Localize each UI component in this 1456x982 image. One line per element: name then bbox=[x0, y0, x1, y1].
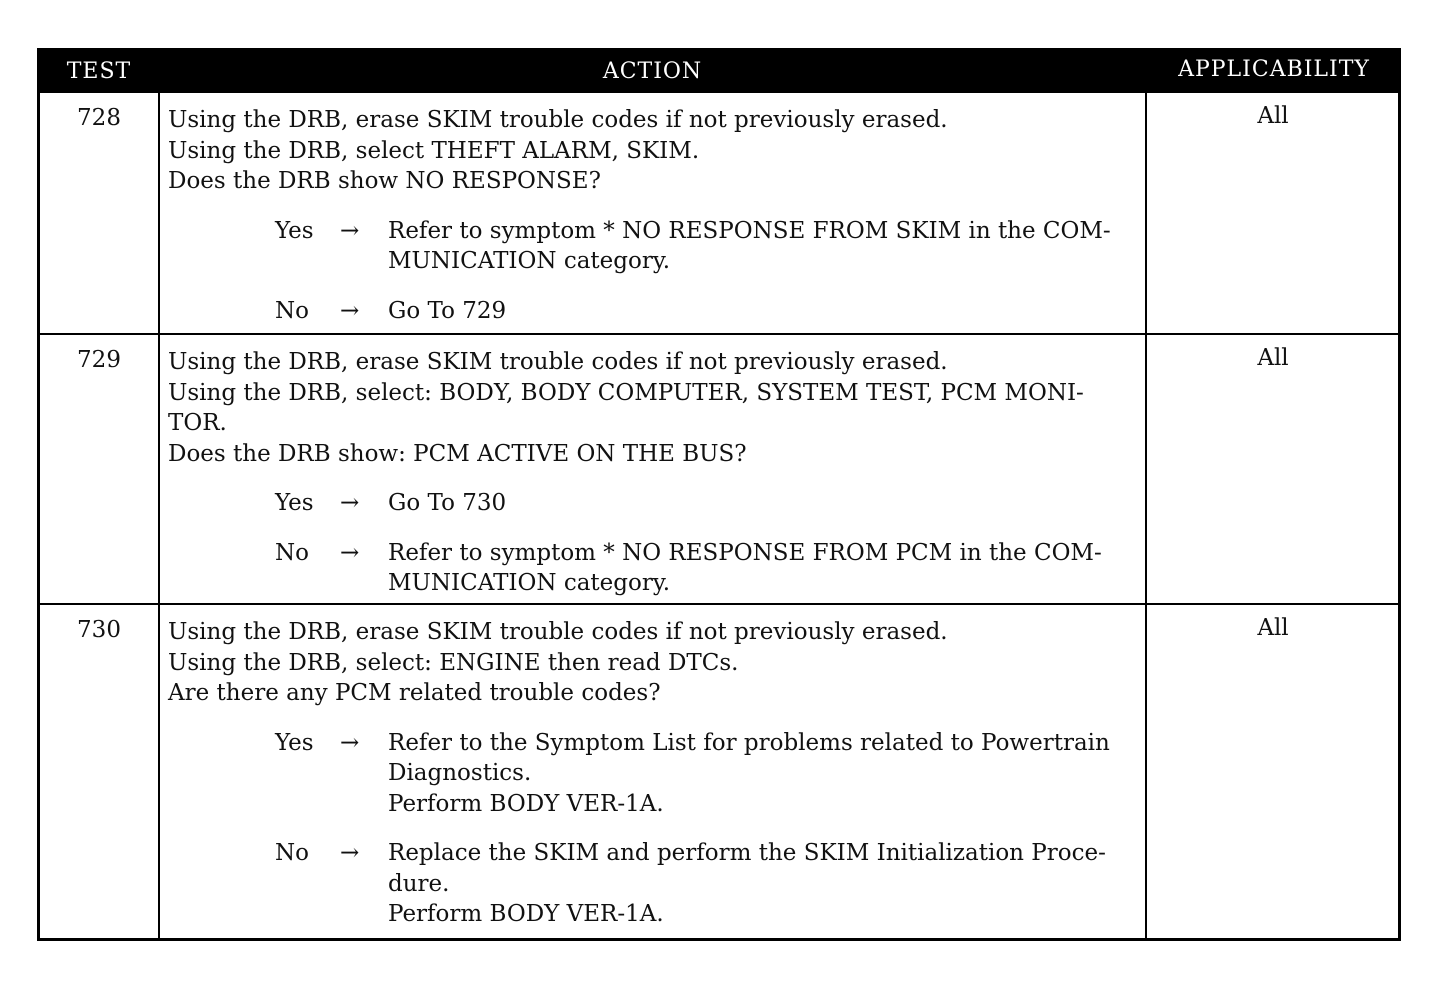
table-row bbox=[40, 333, 1398, 605]
outcome-no bbox=[168, 296, 1138, 327]
answer-label: Yes bbox=[275, 729, 314, 756]
result-line: Refer to symptom * NO RESPONSE FROM PCM in the COM- bbox=[388, 539, 1102, 566]
action-line: Are there any PCM related trouble codes? bbox=[168, 680, 661, 706]
test-number: 730 bbox=[77, 617, 121, 643]
action-line: TOR. bbox=[168, 410, 227, 436]
outcome-yes bbox=[168, 728, 1138, 820]
outcome-no bbox=[168, 838, 1138, 930]
applicability-value: All bbox=[1257, 615, 1289, 641]
result-line: Go To 729 bbox=[388, 297, 507, 324]
action-line: Using the DRB, select: ENGINE then read DTCs. bbox=[168, 649, 739, 676]
arrow-icon: → bbox=[340, 297, 360, 324]
outcome-result bbox=[388, 728, 1138, 820]
applicability-value: All bbox=[1257, 345, 1289, 371]
outcome-yes bbox=[168, 216, 1138, 277]
answer-label: No bbox=[275, 297, 309, 324]
action-cell bbox=[168, 347, 1138, 599]
arrow-icon: → bbox=[340, 840, 360, 866]
action-line: Using the DRB, erase SKIM trouble codes if not previously erased. bbox=[168, 619, 948, 645]
result-line: MUNICATION category. bbox=[388, 570, 671, 596]
action-cell bbox=[168, 617, 1138, 930]
result-line: Refer to symptom * NO RESPONSE FROM SKIM in the COM- bbox=[388, 217, 1111, 244]
action-line: Does the DRB show: PCM ACTIVE ON THE BUS? bbox=[168, 440, 747, 467]
test-number: 729 bbox=[77, 347, 121, 373]
answer-label: No bbox=[275, 840, 309, 866]
action-line: Using the DRB, select THEFT ALARM, SKIM. bbox=[168, 137, 700, 164]
header-applicability: APPLICABILITY bbox=[1178, 57, 1370, 82]
arrow-icon: → bbox=[340, 729, 360, 756]
result-line: Refer to the Symptom List for problems related to Powertrain bbox=[388, 729, 1110, 756]
header-test: TEST bbox=[66, 59, 132, 84]
answer-label: Yes bbox=[275, 490, 314, 516]
outcome-result bbox=[388, 488, 1138, 519]
action-line: Using the DRB, select: BODY, BODY COMPUTER, SYSTEM TEST, PCM MONI- bbox=[168, 379, 1084, 406]
result-line: Replace the SKIM and perform the SKIM Initialization Proce- bbox=[388, 840, 1106, 866]
result-line: Perform BODY VER-1A. bbox=[388, 790, 664, 817]
table-row bbox=[40, 93, 1398, 333]
answer-label: No bbox=[275, 539, 309, 566]
action-cell bbox=[168, 105, 1138, 326]
result-line: Go To 730 bbox=[388, 490, 507, 516]
diagnostic-table bbox=[37, 48, 1401, 941]
outcome-yes bbox=[168, 488, 1138, 519]
arrow-icon: → bbox=[340, 539, 360, 566]
result-line: Perform BODY VER-1A. bbox=[388, 901, 664, 927]
table-header bbox=[40, 51, 1398, 93]
outcome-result bbox=[388, 538, 1138, 599]
action-line: Does the DRB show NO RESPONSE? bbox=[168, 168, 601, 194]
outcome-result bbox=[388, 296, 1138, 327]
arrow-icon: → bbox=[340, 217, 360, 244]
outcome-no bbox=[168, 538, 1138, 599]
action-line: Using the DRB, erase SKIM trouble codes if not previously erased. bbox=[168, 349, 948, 375]
outcome-result bbox=[388, 216, 1138, 277]
table-row bbox=[40, 603, 1398, 940]
outcome-result bbox=[388, 838, 1138, 930]
applicability-value: All bbox=[1257, 103, 1289, 129]
answer-label: Yes bbox=[275, 217, 314, 244]
test-number: 728 bbox=[77, 105, 121, 131]
result-line: MUNICATION category. bbox=[388, 248, 671, 274]
result-line: Diagnostics. bbox=[388, 760, 532, 786]
result-line: dure. bbox=[388, 870, 450, 897]
arrow-icon: → bbox=[340, 490, 360, 516]
action-line: Using the DRB, erase SKIM trouble codes if not previously erased. bbox=[168, 107, 948, 133]
header-action: ACTION bbox=[602, 59, 703, 84]
